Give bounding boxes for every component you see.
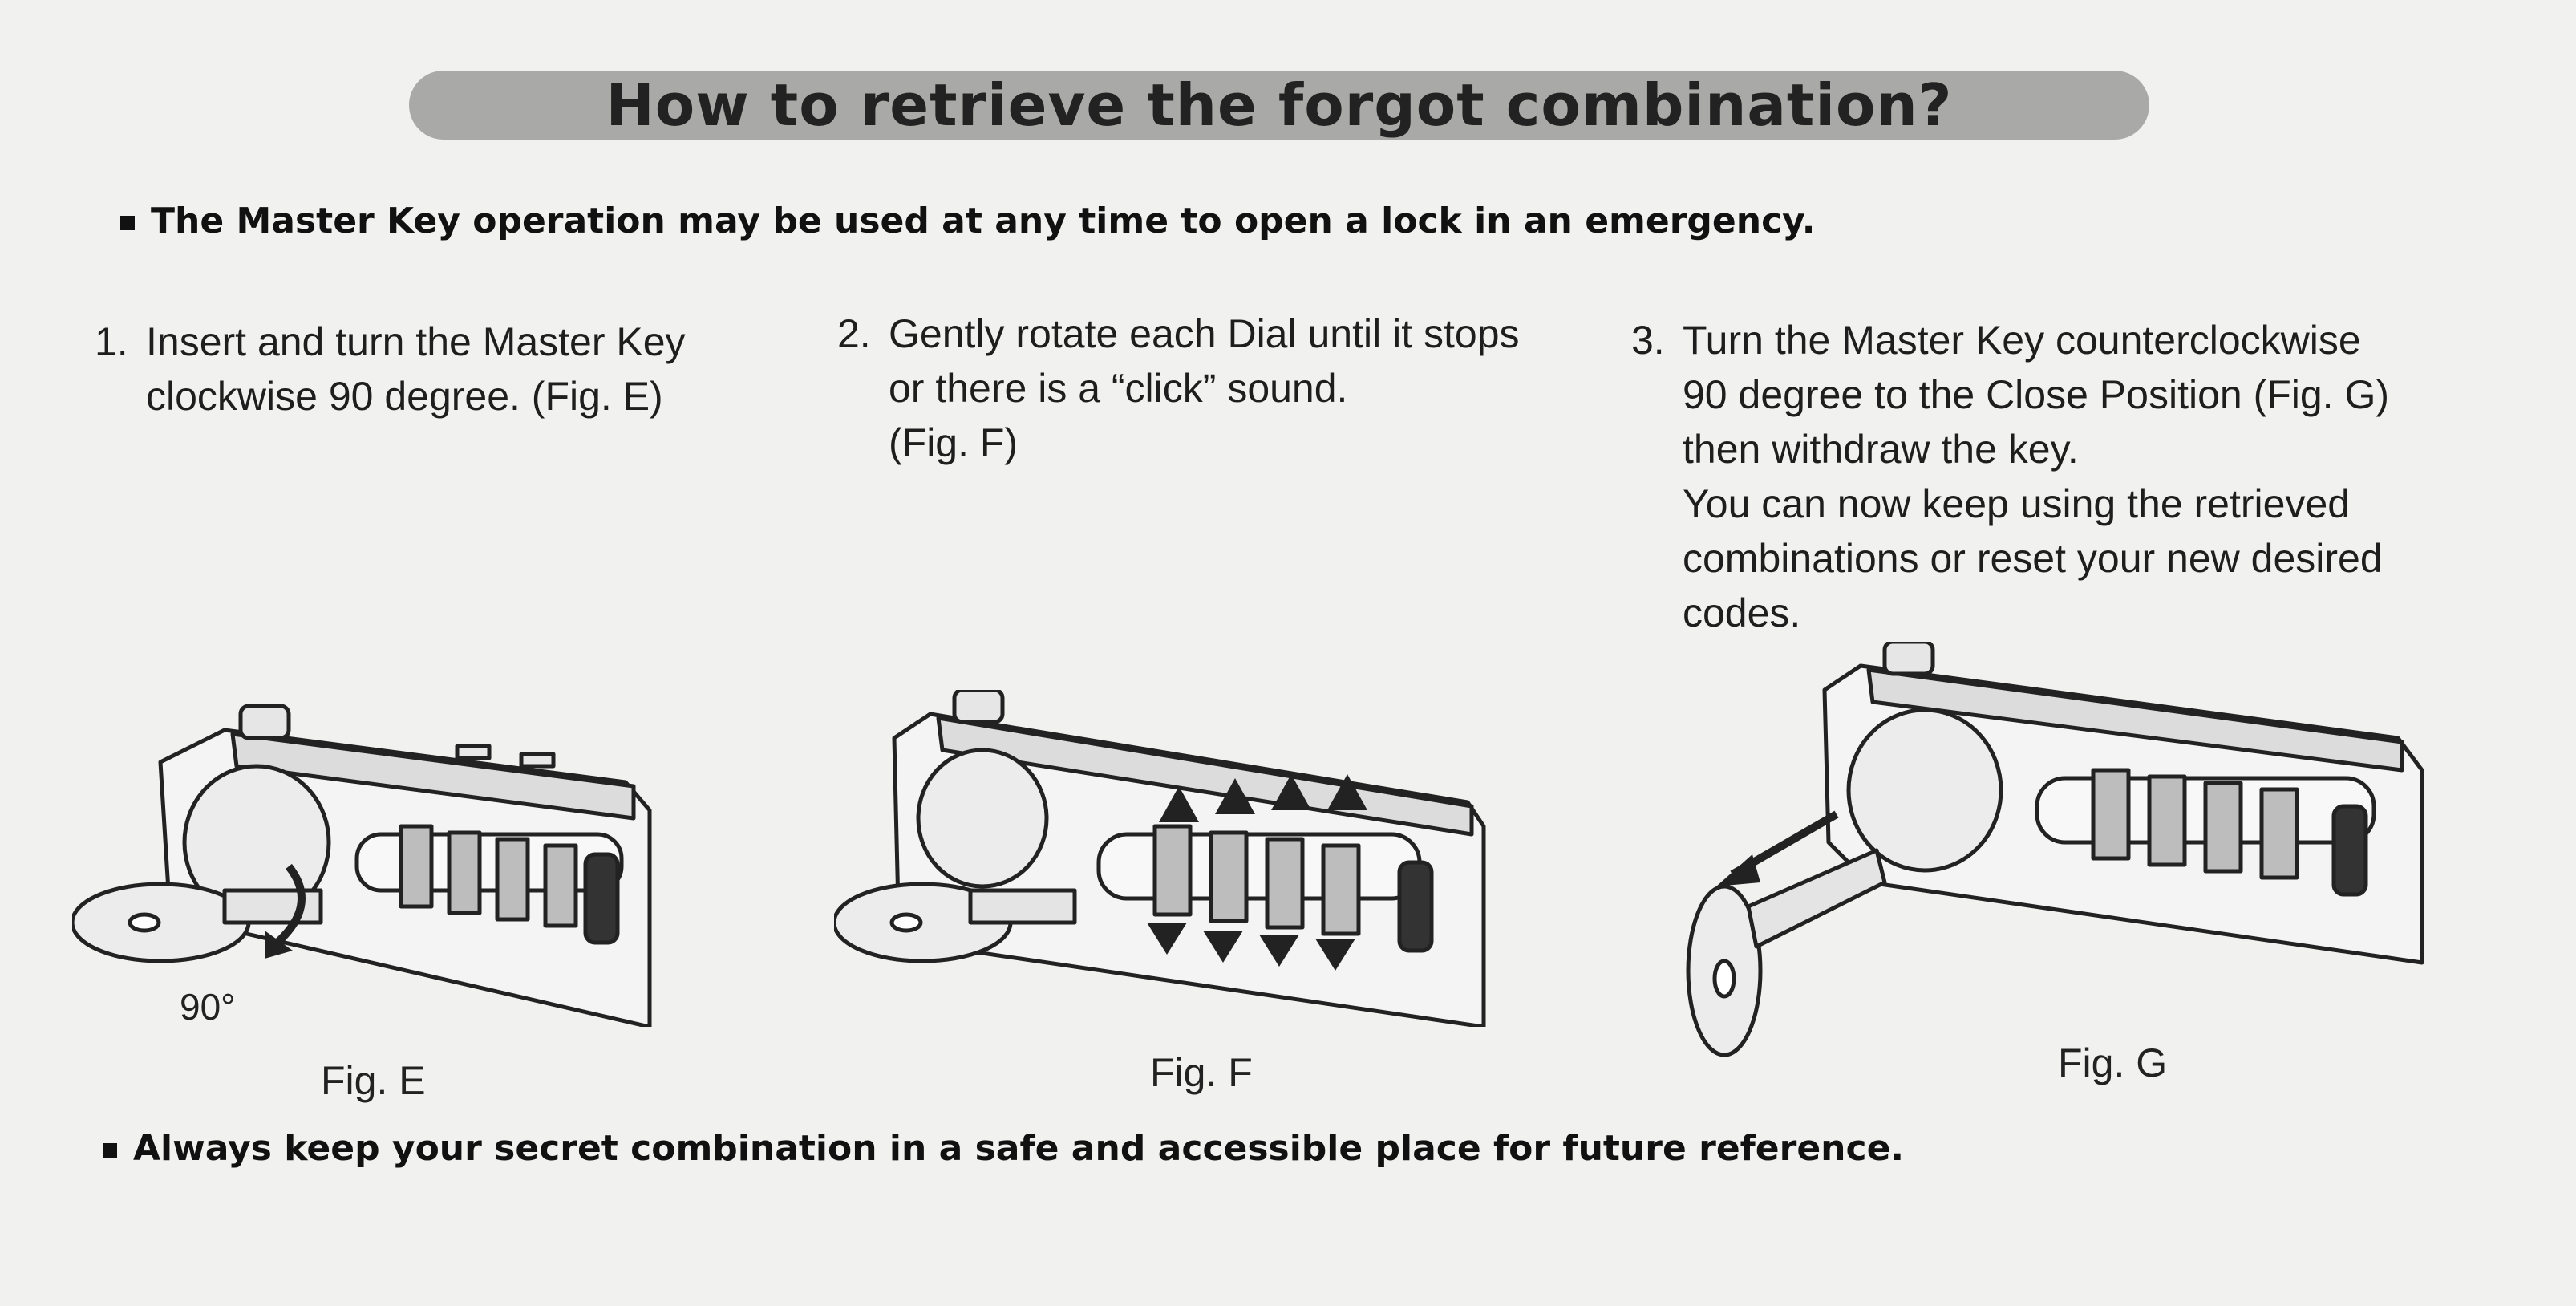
step-3-line: Turn the Master Key counterclockwise (1683, 318, 2361, 363)
rotation-angle-label: 90° (180, 986, 236, 1028)
fig-g-label: Fig. G (2058, 1040, 2168, 1085)
step-3-line: then withdraw the key. (1683, 427, 2079, 472)
lock-with-key-withdraw-arrow-icon (1676, 642, 2446, 1059)
step-1-line: Insert and turn the Master Key (146, 319, 686, 364)
step-3-line: combinations or reset your new desired (1683, 536, 2383, 581)
note-keep-safe (103, 1128, 1904, 1169)
step-1-line: clockwise 90 degree. (Fig. E) (146, 374, 663, 419)
step-3 (1631, 313, 2389, 640)
page-title: How to retrieve the forgot combination? (606, 71, 1953, 139)
step-2-line: Gently rotate each Dial until it stops (889, 311, 1520, 356)
step-2-line: (Fig. F) (889, 420, 1019, 465)
step-3-line: 90 degree to the Close Position (Fig. G) (1683, 372, 2390, 417)
fig-f-label: Fig. F (1150, 1050, 1253, 1095)
step-2-number: 2. (837, 311, 871, 356)
lock-with-rotating-dials-arrows-icon (834, 690, 1508, 1027)
step-1-number: 1. (95, 319, 128, 364)
square-bullet-icon (120, 216, 135, 230)
step-3-number: 3. (1631, 318, 1665, 363)
title-banner (409, 71, 2149, 140)
note-master-key (120, 201, 1816, 241)
fig-e-label: Fig. E (321, 1058, 426, 1103)
lock-with-key-clockwise-arrow-icon (72, 690, 746, 1027)
step-3-line: You can now keep using the retrieved (1683, 481, 2351, 526)
step-2-line: or there is a “click” sound. (889, 366, 1348, 411)
square-bullet-icon (103, 1143, 117, 1158)
step-2 (837, 306, 1520, 470)
step-1 (95, 314, 686, 424)
note-master-key-text: The Master Key operation may be used at any time to open a lock in an emergency. (151, 201, 1816, 241)
step-3-line: codes. (1683, 590, 1801, 635)
note-keep-safe-text: Always keep your secret combination in a safe and accessible place for future reference. (133, 1128, 1905, 1169)
